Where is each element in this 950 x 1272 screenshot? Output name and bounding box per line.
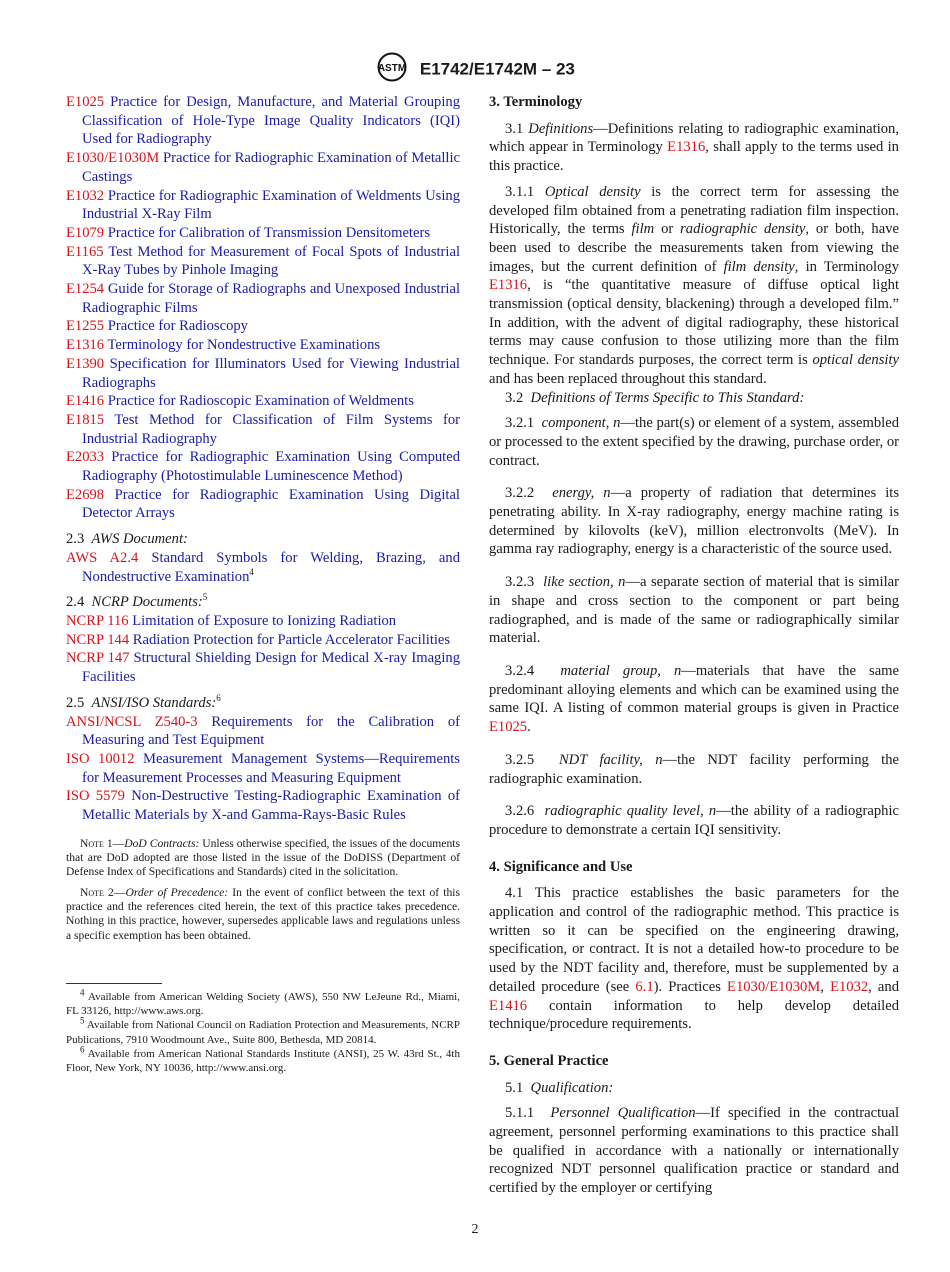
reference-code[interactable]: NCRP 144: [66, 631, 130, 648]
xref-e1316[interactable]: E1316: [667, 139, 706, 156]
page-header: [0, 52, 950, 87]
reference-item: [66, 612, 460, 631]
reference-title[interactable]: Guide for Storage of Radiographs and Unexposed Industrial Radiographic Films: [82, 281, 460, 316]
page-number: 2: [471, 1222, 479, 1237]
reference-item: [66, 355, 460, 392]
reference-item: [66, 187, 460, 224]
note-item: Note 2—Order of Precedence: In the event of conflict between the text of this practice and the references cited herein, the text of this practice takes precedence. Nothing in this practice, however, supersedes applicable laws and regulations unless a specific exemption has been obtained.: [66, 885, 461, 942]
reference-item: [66, 631, 460, 650]
reference-title[interactable]: Standard Symbols for Welding, Brazing, and Nondestructive Examination: [82, 549, 460, 585]
reference-code[interactable]: NCRP 116: [66, 612, 129, 629]
reference-item: [66, 787, 460, 824]
note-heading: Order of Precedence:: [125, 885, 229, 899]
footnote-rule: [66, 983, 162, 984]
reference-code[interactable]: AWS A2.4: [66, 549, 139, 566]
reference-code[interactable]: ISO 10012: [66, 750, 135, 767]
reference-code[interactable]: E2698: [66, 486, 105, 503]
definition-text: —the part(s) or element of a system, assembled or processed to the extent specified by the drawing, purchase order, or contract.: [489, 415, 899, 469]
footnote-item: [66, 1015, 460, 1047]
ncrp-reference-list: [66, 612, 460, 687]
xref-e1032[interactable]: E1032: [830, 978, 869, 995]
reference-item: [66, 392, 460, 411]
reference-item: [66, 243, 460, 280]
definition-number: 3.2.6: [505, 803, 535, 820]
xref-e1030[interactable]: E1030/E1030M: [727, 978, 821, 995]
reference-title[interactable]: Requirements for the Calibration of Measuring and Test Equipment: [82, 713, 461, 749]
reference-title[interactable]: Test Method for Measurement of Focal Spots of Industrial X-Ray Tubes by Pinhole Imaging: [82, 243, 460, 279]
reference-title[interactable]: Structural Shielding Design for Medical X-ray Imaging Facilities: [82, 650, 460, 686]
ansi-subheading: 2.5 ANSI/ISO Standards:$^6$: [66, 692, 221, 711]
footnote-item: [66, 1044, 460, 1076]
reference-code[interactable]: E1254: [66, 281, 105, 298]
note-label: Note 2: [80, 885, 114, 899]
footnote-item: [66, 987, 460, 1019]
para-5-1: 5.1 Qualification:: [505, 1079, 614, 1096]
para-3-2: 3.2 Definitions of Terms Specific to This Standard:: [505, 389, 805, 406]
definition-number: 3.2.3: [505, 574, 535, 591]
aws-reference-list: [66, 549, 460, 586]
definition-number: 3.2.2: [505, 485, 535, 502]
reference-title[interactable]: Practice for Calibration of Transmission Densitometers: [107, 224, 430, 241]
reference-item: [66, 224, 460, 243]
para-5-1-1: 5.1.1 Personnel Qualification—If specified in the contractual agreement, personnel performing examinations to this practice shall be qualified in accordance with a nationally or internationally recognized NDT personnel qualification practice or standard and certified by the employer or certifying: [489, 1105, 899, 1197]
footnotes: [66, 987, 460, 1076]
reference-title[interactable]: Limitation of Exposure to Ionizing Radiation: [132, 612, 397, 629]
reference-item: [66, 549, 460, 586]
reference-code[interactable]: E1316: [66, 337, 105, 354]
reference-code[interactable]: E1416: [66, 393, 105, 410]
section-3-heading: 3. Terminology: [489, 94, 583, 110]
footnote-text: Available from American National Standards Institute (ANSI), 25 W. 43rd St., 4th Floor, New York, NY 10036, http://www.ansi.org.: [66, 1047, 460, 1075]
definition-number: 3.2.1: [505, 415, 535, 432]
section-4-heading: 4. Significance and Use: [489, 858, 633, 875]
definitions-list: [489, 414, 899, 648]
definition-item: [489, 802, 899, 839]
definition-text: —the NDT facility performing the radiographic examination.: [489, 751, 899, 787]
astm-reference-list: [66, 93, 460, 523]
reference-item: [66, 713, 461, 750]
footnote-number: 4: [80, 987, 85, 998]
ansi-reference-list: [66, 713, 460, 825]
right-column: [489, 93, 899, 1198]
ncrp-subheading: 2.4 NCRP Documents:$^5$: [66, 592, 208, 611]
reference-title[interactable]: Measurement Management Systems—Requirements for Measurement Processes and Measuring Equipment: [82, 750, 460, 786]
reference-title[interactable]: Test Method for Classification of Film Systems for Industrial Radiography: [82, 411, 460, 447]
reference-code[interactable]: E1390: [66, 355, 105, 372]
reference-title[interactable]: Practice for Design, Manufacture, and Material Grouping Classification of Hole-Type Image Quality Indicators (IQI) Used for Radiography: [82, 94, 460, 148]
xref-e1416[interactable]: E1416: [489, 997, 528, 1014]
reference-code[interactable]: E1165: [66, 243, 104, 260]
reference-code[interactable]: E1025: [66, 94, 105, 110]
note-text: Unless otherwise specified, the issues of the documents that are DoD adopted are those listed in the issue of the DoDISS (Department of Defense Index of Specifications and Standards) cited in the solicitation.: [66, 836, 460, 879]
reference-item: [66, 280, 460, 317]
xref-e1025[interactable]: E1025: [489, 719, 528, 736]
note-text: In the event of conflict between the text of this practice and the references cited herein, the text of this practice takes precedence. Nothing in this practice, however, supersedes applicable laws and regulations unless a specific exemption has been obtained.: [66, 885, 461, 942]
footnote-marker: 4: [249, 566, 254, 577]
reference-item: [66, 336, 460, 355]
reference-item: [66, 448, 460, 485]
reference-title[interactable]: Terminology for Nondestructive Examinations: [107, 337, 381, 354]
definition-term: component, n: [541, 415, 621, 432]
reference-code[interactable]: NCRP 147: [66, 650, 130, 667]
reference-title[interactable]: Practice for Radiographic Examination Using Digital Detector Arrays: [82, 486, 460, 522]
definition-number: 3.2.5: [505, 751, 535, 768]
definition-item: [489, 751, 899, 788]
reference-code[interactable]: E1255: [66, 318, 105, 335]
reference-item: [66, 486, 460, 523]
notes: [66, 837, 460, 943]
note-heading: DoD Contracts:: [124, 836, 200, 850]
definition-item: [489, 484, 899, 559]
svg-text:ASTM: ASTM: [377, 63, 407, 74]
definitions-list-2: [489, 751, 899, 840]
footnote-text: Available from American Welding Society (AWS), 550 NW LeJeune Rd., Miami, FL 33126, http://www.aws.org.: [66, 990, 460, 1018]
reference-code[interactable]: E1079: [66, 224, 105, 241]
reference-title[interactable]: Practice for Radioscopy: [107, 318, 248, 335]
reference-code[interactable]: E1030/E1030M: [66, 150, 160, 167]
xref-e1316[interactable]: E1316: [489, 277, 528, 294]
para-3-2-4: 3.2.4 material group, n—materials that have the same predominant alloying elements and which can be examined using the same IQI. A listing of common material groups is given in Practice E1025.: [489, 662, 899, 736]
reference-item: [66, 411, 460, 448]
definition-item: [489, 414, 899, 470]
reference-code[interactable]: E1032: [66, 187, 105, 204]
definition-term: radiographic quality level, n: [544, 803, 717, 820]
reference-title[interactable]: Practice for Radiographic Examination Using Computed Radiography (Photostimulable Luminescence Method): [82, 449, 460, 485]
reference-item: [66, 93, 460, 149]
para-3-1: 3.1 Definitions—Definitions relating to radiographic examination, which appear in Terminology E1316, shall apply to the terms used in this practice.: [489, 120, 899, 175]
definition-term: NDT facility, n: [558, 751, 663, 768]
footnote-text: Available from National Council on Radiation Protection and Measurements, NCRP Publications, 7910 Woodmount Ave., Suite 800, Bethesda, MD 20814.: [66, 1019, 460, 1046]
note-item: Note 1—DoD Contracts: Unless otherwise specified, the issues of the documents that are DoD adopted are those listed in the issue of the DoDISS (Department of Defense Index of Specifications and Standards) cited in the solicitation.: [66, 836, 460, 879]
definition-text: —a separate section of material that is similar in shape and cross section to the component or part being radiographed, and is made of the same or radiographically similar material.: [489, 574, 899, 647]
footnote-number: 6: [80, 1044, 85, 1055]
reference-title[interactable]: Radiation Protection for Particle Accelerator Facilities: [132, 631, 451, 648]
reference-code[interactable]: E1815: [66, 411, 105, 428]
reference-title[interactable]: Practice for Radiographic Examination of Metallic Castings: [82, 150, 460, 185]
document-id: E1742/E1742M – 23: [419, 59, 575, 79]
reference-title[interactable]: Non-Destructive Testing-Radiographic Examination of Metallic Materials by X-and Gamma-Rays-Basic Rules: [82, 788, 460, 824]
footnote-number: 5: [80, 1015, 85, 1026]
reference-item: [66, 750, 460, 787]
reference-item: [66, 649, 460, 686]
astm-logo-icon: [375, 52, 409, 87]
note-label: Note 1: [80, 836, 113, 850]
aws-subheading: 2.3 AWS Document:: [66, 531, 188, 548]
definition-text: —the ability of a radiographic procedure to demonstrate a certain IQI sensitivity.: [489, 803, 900, 838]
reference-code[interactable]: E2033: [66, 449, 105, 466]
definition-term: energy, n: [552, 485, 611, 502]
definition-term: like section, n: [543, 574, 626, 591]
para-4-1: 4.1 This practice establishes the basic parameters for the application and control of the radiographic method. This practice is written so it can be specified on the engineering drawing, specification, or contract. It is not a detailed how-to procedure to be used by the NDT facility and, therefore, must be supplemented by a detailed procedure (see 6.1). Practices E1030/E1030M, E1032, and E1416 contain information to help develop detailed technique/procedure requirements.: [489, 885, 900, 1033]
reference-item: [66, 149, 460, 186]
reference-item: [66, 317, 460, 336]
section-5-heading: 5. General Practice: [489, 1052, 609, 1069]
reference-title[interactable]: Practice for Radiographic Examination of Weldments Using Industrial X-Ray Film: [82, 187, 460, 223]
reference-title[interactable]: Specification for Illuminators Used for Viewing Industrial Radiographs: [82, 355, 460, 391]
para-3-1-1: 3.1.1 Optical density is the correct term for assessing the developed film obtained from a penetrating radiation film inspection. Historically, the terms film or radiographic density, or both, have been used to describe the measurements taken from viewing the images, but the current definition of film density, in Terminology E1316, is “the quantitative measure of diffuse optical light transmission (optical density, blackening) through a developed film.” In addition, with the advent of digital radiography, these historical terms may cause confusion to those utilizing more than the film technique. For standards purposes, the correct term is optical density and has been replaced throughout this standard.: [489, 183, 899, 387]
reference-code[interactable]: ISO 5579: [66, 788, 125, 805]
definition-text: —a property of radiation that determines its penetrating ability. In X-ray radiography, energy machine rating is determined by kilovolts (keV), million electronvolts (MeV). In gamma ray radiography, energy is a characteristic of the source used.: [489, 485, 900, 558]
left-column: [66, 93, 460, 1076]
reference-code[interactable]: ANSI/NCSL Z540-3: [66, 713, 198, 730]
xref-6-1[interactable]: 6.1: [635, 978, 654, 995]
reference-title[interactable]: Practice for Radioscopic Examination of Weldments: [107, 393, 414, 410]
definition-item: [489, 573, 899, 648]
